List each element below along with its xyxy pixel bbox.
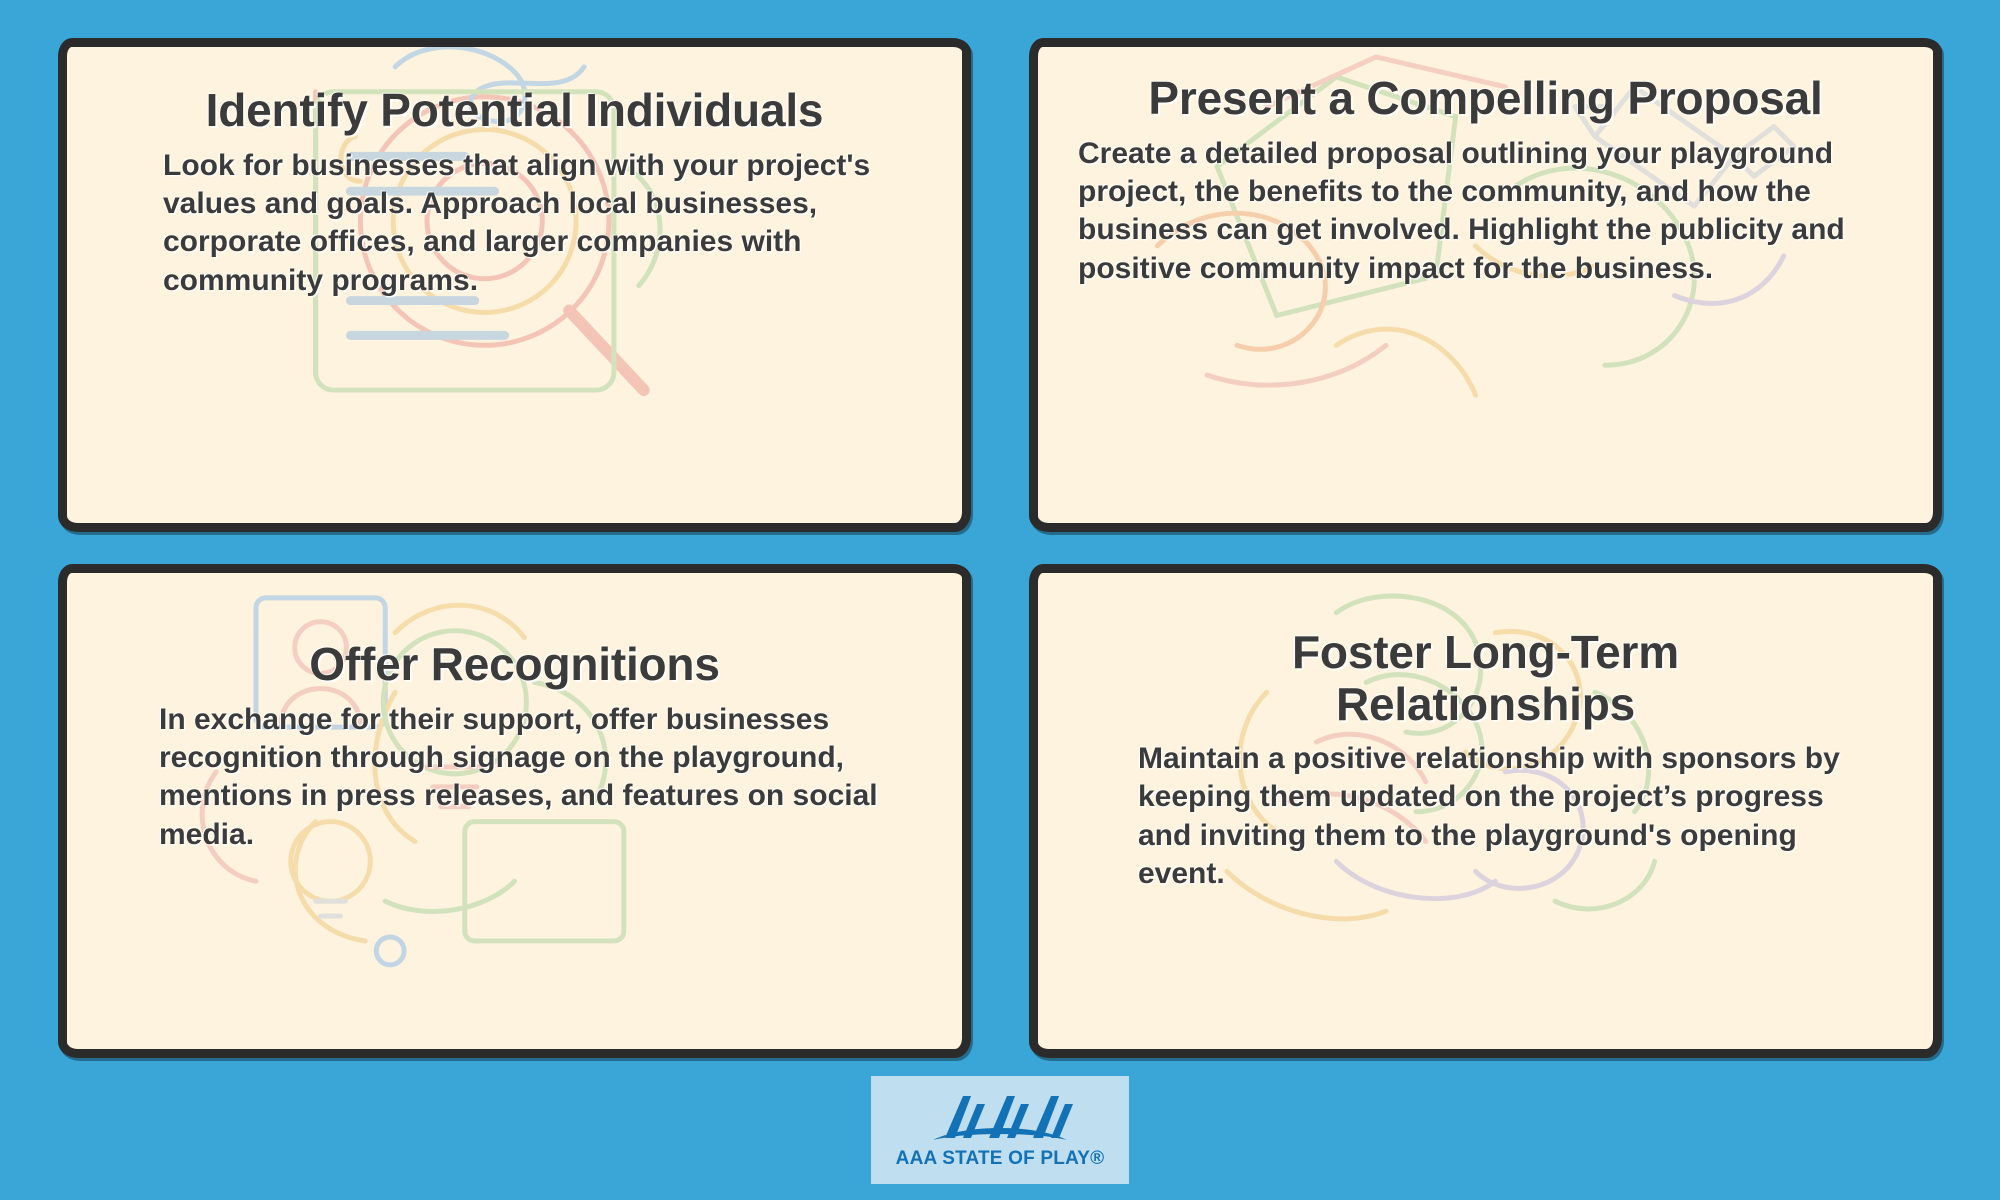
card-offer-recognitions [58, 564, 971, 1058]
card-title: Foster Long-Term Relationships [1292, 626, 1679, 730]
card-title: Identify Potential Individuals [205, 84, 824, 136]
card-content [1072, 73, 1899, 288]
card-content [101, 69, 928, 300]
card-title: Offer Recognitions [309, 638, 720, 690]
card-content [101, 595, 928, 854]
card-content [1072, 595, 1899, 894]
card-body: Maintain a positive relationship with sponsors by keeping them updated on the project’s progress and inviting them to the playground's opening event. [1138, 742, 1840, 891]
aaa-triple-a-logo-icon [915, 1090, 1085, 1146]
card-body: Create a detailed proposal outlining your playground project, the benefits to the community, and how the business can get involved. Highlight the publicity and positive community impact for the business. [1078, 136, 1845, 285]
card-present-a-compelling-proposal [1029, 38, 1942, 532]
brand-logo [871, 1076, 1129, 1184]
card-title: Present a Compelling Proposal [1148, 72, 1823, 124]
cards-grid [58, 38, 1942, 1058]
card-foster-long-term-relationships [1029, 564, 1942, 1058]
card-body: Look for businesses that align with your project's values and goals. Approach local businesses, corporate offices, and larger companies with community programs. [163, 148, 871, 297]
card-body: In exchange for their support, offer businesses recognition through signage on the playground, mentions in press releases, and features on social media. [159, 702, 878, 851]
footer [0, 1076, 2000, 1184]
card-identify-potential-individuals [58, 38, 971, 532]
brand-logo-text: AAA STATE OF PLAY® [895, 1148, 1105, 1169]
